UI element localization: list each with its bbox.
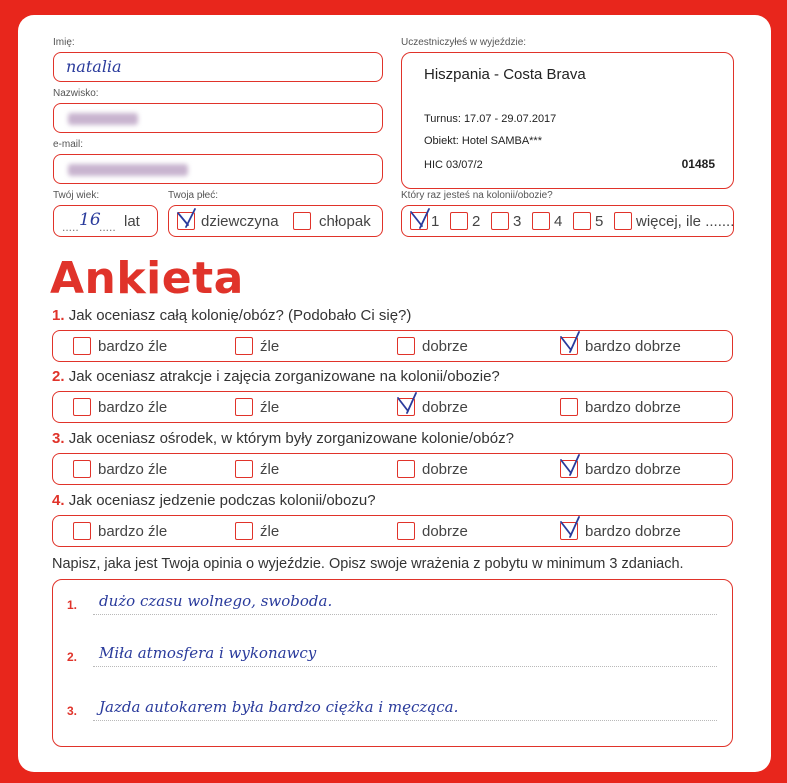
email-label: e-mail:	[53, 139, 84, 150]
answer-checkbox[interactable]	[235, 398, 253, 416]
answer-option-label: źle	[260, 338, 280, 355]
check-mark-icon	[395, 392, 419, 416]
check-mark-icon	[408, 207, 432, 231]
opinion-rule	[93, 666, 717, 667]
answer-checkbox[interactable]	[73, 398, 91, 416]
question-text: Jak oceniasz ośrodek, w którym były zorganizowane kolonie/obóz?	[68, 430, 514, 447]
answer-option-label: bardzo źle	[98, 338, 168, 355]
times-group	[401, 205, 734, 237]
answer-row-2	[52, 391, 733, 423]
surname-label: Nazwisko:	[53, 88, 99, 99]
name-field[interactable]	[53, 52, 383, 82]
name-value: natalia	[66, 57, 122, 76]
answer-row-1	[52, 330, 733, 362]
answer-row-4	[52, 515, 733, 547]
check-mark-icon	[175, 207, 199, 231]
answer-option-label: dobrze	[422, 461, 468, 478]
answer-option-label: bardzo źle	[98, 399, 168, 416]
question-2	[52, 368, 500, 385]
gender-option-boy: chłopak	[319, 213, 371, 230]
check-mark-icon	[558, 331, 582, 355]
times-option-4: 4	[554, 213, 563, 230]
question-1	[52, 307, 411, 324]
answer-option-label: bardzo dobrze	[585, 461, 681, 478]
opinion-number-3: 3.	[67, 704, 78, 718]
answer-option-label: źle	[260, 461, 280, 478]
answer-option-label: dobrze	[422, 399, 468, 416]
answer-checkbox[interactable]	[397, 460, 415, 478]
answer-checkbox[interactable]	[73, 337, 91, 355]
answer-checkbox[interactable]	[397, 522, 415, 540]
answer-option-label: bardzo dobrze	[585, 338, 681, 355]
times-checkbox-3[interactable]	[491, 212, 509, 230]
question-4	[52, 492, 376, 509]
question-number: 2.	[52, 368, 65, 385]
answer-option-label: bardzo dobrze	[585, 523, 681, 540]
age-field[interactable]: ..... 16 ..... lat	[53, 205, 158, 237]
check-mark-icon	[558, 516, 582, 540]
times-option-2: 2	[472, 213, 481, 230]
trip-title: Hiszpania - Costa Brava	[424, 66, 586, 83]
times-label: Który raz jesteś na kolonii/obozie?	[401, 190, 553, 201]
age-unit: lat	[124, 213, 140, 230]
name-label: Imię:	[53, 37, 75, 48]
times-checkbox-2[interactable]	[450, 212, 468, 230]
opinion-line-3: Jazda autokarem była bardzo ciężka i męcząca.	[99, 698, 459, 716]
survey-title: Ankieta	[50, 253, 244, 304]
question-number: 1.	[52, 307, 65, 324]
answer-row-3	[52, 453, 733, 485]
times-option-5: 5	[595, 213, 604, 230]
surname-field[interactable]	[53, 103, 383, 133]
gender-option-girl: dziewczyna	[201, 213, 279, 230]
surname-redacted	[68, 113, 138, 125]
answer-checkbox[interactable]	[73, 460, 91, 478]
trip-info-box	[401, 52, 734, 189]
trip-turnus: Turnus: 17.07 - 29.07.2017	[424, 113, 557, 125]
opinion-box	[52, 579, 733, 747]
question-number: 4.	[52, 492, 65, 509]
trip-number: 01485	[681, 157, 715, 171]
times-checkbox-more[interactable]	[614, 212, 632, 230]
trip-obiekt: Obiekt: Hotel SAMBA***	[424, 135, 542, 147]
answer-option-label: bardzo źle	[98, 523, 168, 540]
opinion-rule	[93, 720, 717, 721]
gender-checkbox-boy[interactable]	[293, 212, 311, 230]
answer-option-label: dobrze	[422, 338, 468, 355]
question-number: 3.	[52, 430, 65, 447]
times-option-3: 3	[513, 213, 522, 230]
answer-checkbox[interactable]	[73, 522, 91, 540]
times-checkbox-4[interactable]	[532, 212, 550, 230]
age-value: 16	[79, 210, 101, 230]
question-text: Jak oceniasz jedzenie podczas kolonii/obozu?	[68, 492, 376, 509]
answer-checkbox[interactable]	[235, 460, 253, 478]
opinion-number-2: 2.	[67, 650, 78, 664]
check-mark-icon	[558, 454, 582, 478]
trip-label: Uczestniczyłeś w wyjeździe:	[401, 37, 527, 48]
answer-checkbox[interactable]	[560, 398, 578, 416]
answer-option-label: źle	[260, 523, 280, 540]
opinion-number-1: 1.	[67, 598, 78, 612]
email-redacted	[68, 164, 188, 176]
gender-group	[168, 205, 383, 237]
trip-code: HIC 03/07/2	[424, 159, 483, 171]
answer-checkbox[interactable]	[235, 522, 253, 540]
answer-option-label: źle	[260, 399, 280, 416]
answer-option-label: bardzo dobrze	[585, 399, 681, 416]
opinion-line-2: Miła atmosfera i wykonawcy	[99, 644, 317, 662]
times-option-1: 1	[431, 213, 440, 230]
opinion-line-1: dużo czasu wolnego, swoboda.	[99, 592, 333, 610]
opinion-rule	[93, 614, 717, 615]
age-label: Twój wiek:	[53, 190, 100, 201]
opinion-prompt: Napisz, jaka jest Twoja opinia o wyjeździe. Opisz swoje wrażenia z pobytu w minimum 3 zdaniach.	[52, 556, 684, 572]
question-text: Jak oceniasz całą kolonię/obóz? (Podobało Ci się?)	[68, 307, 412, 324]
times-option-more: więcej, ile .......	[636, 213, 735, 230]
answer-option-label: dobrze	[422, 523, 468, 540]
gender-label: Twoja płeć:	[168, 190, 219, 201]
answer-checkbox[interactable]	[235, 337, 253, 355]
email-field[interactable]	[53, 154, 383, 184]
answer-option-label: bardzo źle	[98, 461, 168, 478]
question-text: Jak oceniasz atrakcje i zajęcia zorganizowane na kolonii/obozie?	[68, 368, 500, 385]
question-3	[52, 430, 514, 447]
form-sheet	[18, 15, 771, 772]
answer-checkbox[interactable]	[397, 337, 415, 355]
times-checkbox-5[interactable]	[573, 212, 591, 230]
